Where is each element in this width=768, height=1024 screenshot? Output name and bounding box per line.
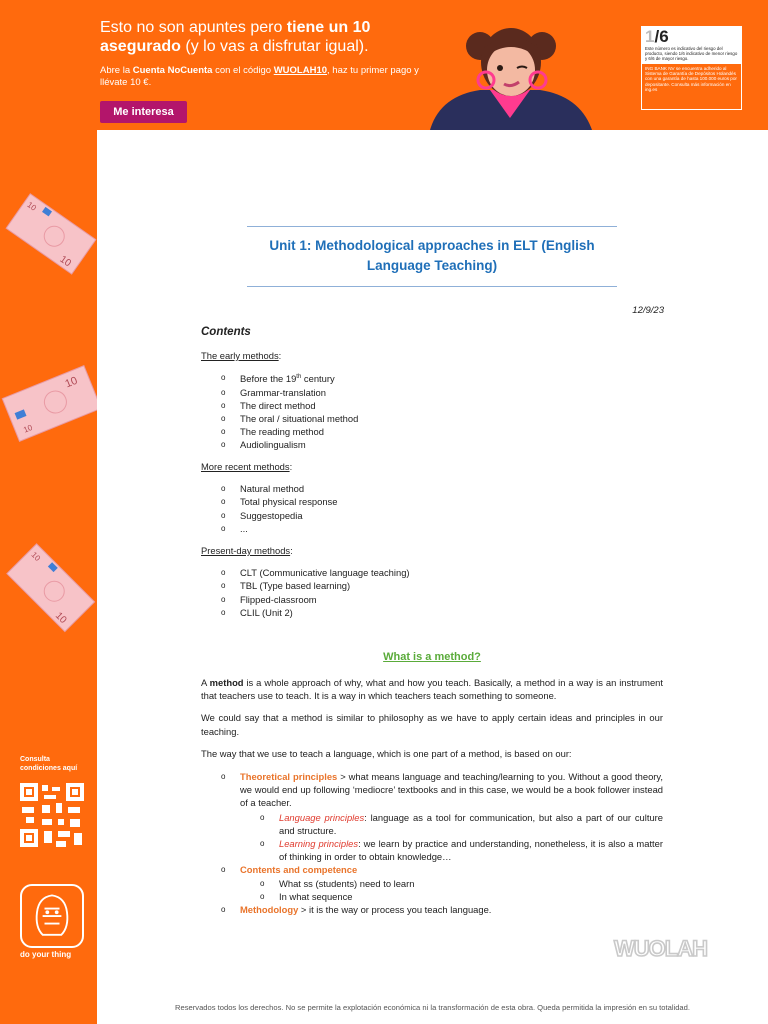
- ad-banner[interactable]: [0, 0, 768, 130]
- banknote-icon: [4, 540, 97, 635]
- what-is-a-method-heading: What is a method?: [383, 651, 481, 663]
- list-item: o The oral / situational method: [201, 412, 663, 425]
- list-item: o Suggestopedia: [201, 509, 663, 522]
- banknote-icon: [2, 190, 97, 280]
- risk-fine-print: ING BANK NV se encuentra adherido al Sistema de Garantía de Depósitos Holandés con una garantía de hasta 100.000 euros por depositante. Consulta más información en ing.es: [645, 65, 737, 93]
- present-methods-label: Present-day methods: [201, 545, 291, 556]
- banknote-icon: [0, 360, 97, 450]
- paragraph: We could say that a method is similar to philosophy as we have to apply certain ideas and principles in our teaching.: [201, 712, 663, 737]
- ad-sidebar[interactable]: [0, 130, 97, 1024]
- title-top-rule: [247, 226, 617, 227]
- list-item: o Grammar-translation: [201, 386, 663, 399]
- recent-methods-list: [201, 482, 663, 535]
- banner-subtext: Abre la Cuenta NoCuenta con el código WUOLAH10, haz tu primer pago y llévate 10 €.: [100, 65, 419, 88]
- svg-text:10: 10: [63, 374, 80, 391]
- paragraph: A method is a whole approach of why, what and how you teach. Basically, a method in a way is an instrument that teachers use to teach. It is a way in which teachers teach something to someone.: [201, 677, 663, 702]
- list-item: o Flipped-classroom: [201, 593, 663, 606]
- document-date: 12/9/23: [632, 305, 664, 316]
- list-item: o Contents and competence o What ss (students) need to learn o In what sequence: [201, 863, 663, 903]
- present-methods-list: [201, 566, 663, 619]
- early-methods-section: The early methods: o Before the 19th century o Grammar-translation o The direct method o The oral / situational method o The reading method o Audiolingualism: [201, 349, 663, 452]
- banner-headline: Esto no son apuntes pero tiene un 10 asegurado (y lo vas a disfrutar igual).: [100, 19, 371, 55]
- list-item: o Theoretical principles > what means language and teaching/learning to you. Without a good theory, we would end up following ‘mediocre’ textbooks and in this case, we would be a book follower instead of a teacher. o Language principles: language as a tool for communication, but also a part of our culture and structure. o Learning principles: we learn by practice and understanding, nonetheless, it is also a matter of thinking in order to obtain knowledge…: [201, 770, 663, 863]
- risk-indicator: 1/6 Este número es indicativo del riesgo del producto, siendo 1/6 indicativo de menor riesgo y 6/6 de mayor riesgo. ING BANK NV se encuentra adherido al Sistema de Garantía de Depósitos Holandés con una garantía de hasta 100.000 euros por depositante. Consulta más información en ing.es: [641, 26, 742, 110]
- list-item: o Before the 19th century: [201, 371, 663, 385]
- document-page: [97, 130, 768, 1024]
- svg-text:10: 10: [29, 550, 43, 563]
- character-illustration: [420, 18, 600, 130]
- list-item: o Methodology > it is the way or process you teach language.: [201, 903, 663, 916]
- list-item: o Audiolingualism: [201, 438, 663, 451]
- ing-slogan: do your thing: [20, 950, 72, 959]
- list-item: o The direct method: [201, 399, 663, 412]
- list-item: o Language principles: language as a tool for communication, but also a part of our culture and structure.: [240, 811, 663, 837]
- me-interesa-button[interactable]: Me interesa: [100, 101, 187, 123]
- early-methods-list: [201, 371, 663, 451]
- svg-text:10: 10: [52, 610, 69, 626]
- ing-lion-logo-icon: [20, 884, 84, 948]
- consulta-condiciones-link[interactable]: Consulta condiciones aquí: [20, 756, 78, 772]
- svg-text:10: 10: [25, 200, 38, 213]
- list-item: o Natural method: [201, 482, 663, 495]
- principles-list: [201, 770, 663, 916]
- document-title: Unit 1: Methodological approaches in ELT (English Language Teaching): [269, 238, 595, 273]
- list-item: o TBL (Type based learning): [201, 579, 663, 592]
- list-item: o CLIL (Unit 2): [201, 606, 663, 619]
- list-item: o In what sequence: [240, 890, 663, 903]
- list-item: o Total physical response: [201, 495, 663, 508]
- present-methods-section: Present-day methods: o CLT (Communicative language teaching) o TBL (Type based learning) o Flipped-classroom o CLIL (Unit 2): [201, 544, 663, 619]
- wuolah-watermark: WUOLAH: [614, 936, 707, 961]
- list-item: o Learning principles: we learn by practice and understanding, nonetheless, it is also a matter of thinking in order to obtain knowledge…: [240, 837, 663, 863]
- paragraph: The way that we use to teach a language, which is one part of a method, is based on our:: [201, 747, 572, 759]
- qr-code-icon[interactable]: [20, 783, 84, 847]
- svg-text:10: 10: [57, 253, 73, 270]
- list-item: o ...: [201, 522, 663, 535]
- list-item: o CLT (Communicative language teaching): [201, 566, 663, 579]
- title-bottom-rule: [247, 286, 617, 287]
- svg-text:10: 10: [22, 422, 34, 435]
- recent-methods-label: More recent methods: [201, 461, 290, 472]
- footer-notice: Reservados todos los derechos. No se permite la explotación económica ni la transformación de esta obra. Queda permitida la impresión en su totalidad.: [175, 1003, 690, 1012]
- method-body: [201, 676, 663, 916]
- list-item: o What ss (students) need to learn: [240, 877, 663, 890]
- contents-heading: Contents: [201, 326, 251, 338]
- list-item: o The reading method: [201, 425, 663, 438]
- recent-methods-section: More recent methods: o Natural method o Total physical response o Suggestopedia o ...: [201, 460, 663, 535]
- early-methods-label: The early methods: [201, 350, 279, 361]
